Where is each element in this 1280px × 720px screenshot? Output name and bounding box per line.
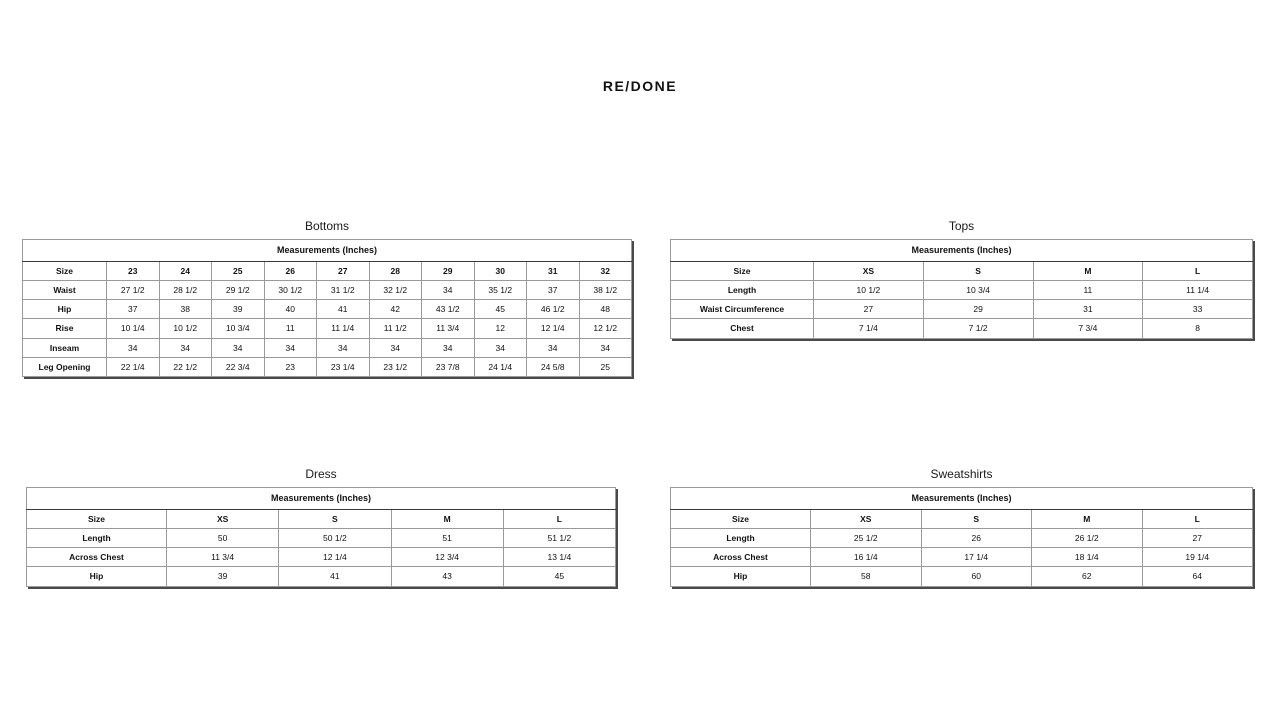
size-table-sweatshirts: [670, 487, 1253, 587]
size-table-dress: [26, 487, 616, 587]
row-label: Waist Circumference: [671, 300, 814, 319]
cell: 50: [167, 528, 279, 547]
table-row: [23, 300, 632, 319]
cell: 34: [422, 280, 475, 299]
cell: 23 1/4: [317, 357, 370, 376]
table-wrapper-dress: [26, 487, 616, 587]
cell: 51: [391, 528, 503, 547]
column-header: 23: [107, 261, 160, 280]
cell: 34: [212, 338, 265, 357]
brand-logo: RE/DONE: [602, 78, 678, 94]
row-label: Across Chest: [27, 548, 167, 567]
cell: 41: [279, 567, 391, 586]
measurements-header-dress: Measurements (Inches): [27, 488, 616, 510]
cell: 60: [921, 567, 1032, 586]
row-label: Rise: [23, 319, 107, 338]
size-table-bottoms: [22, 239, 632, 377]
cell: 43 1/2: [422, 300, 475, 319]
column-header: 26: [264, 261, 317, 280]
column-header: Size: [27, 509, 167, 528]
table-row: [27, 567, 616, 586]
cell: 45: [474, 300, 527, 319]
cell: 31 1/2: [317, 280, 370, 299]
cell: 18 1/4: [1032, 548, 1143, 567]
panel-title-bottoms: Bottoms: [304, 219, 349, 233]
cell: 16 1/4: [811, 548, 922, 567]
table-row: [671, 300, 1253, 319]
cell: 11 3/4: [422, 319, 475, 338]
column-header: 27: [317, 261, 370, 280]
table-row: [23, 357, 632, 376]
column-header: 29: [422, 261, 475, 280]
cell: 34: [107, 338, 160, 357]
size-table-tops: [670, 239, 1253, 339]
cell: 51 1/2: [503, 528, 615, 547]
cell: 62: [1032, 567, 1143, 586]
cell: 10 3/4: [212, 319, 265, 338]
cell: 34: [317, 338, 370, 357]
cell: 25: [579, 357, 632, 376]
cell: 34: [474, 338, 527, 357]
size-panel-sweatshirts: [670, 467, 1253, 587]
cell: 39: [212, 300, 265, 319]
cell: 8: [1143, 319, 1253, 338]
cell: 28 1/2: [159, 280, 212, 299]
column-header: XS: [167, 509, 279, 528]
cell: 40: [264, 300, 317, 319]
row-label: Leg Opening: [23, 357, 107, 376]
cell: 26: [921, 528, 1032, 547]
table-row: [671, 319, 1253, 338]
table-row: [671, 280, 1253, 299]
table-row: [27, 509, 616, 528]
cell: 7 1/2: [923, 319, 1033, 338]
cell: 24 5/8: [527, 357, 580, 376]
column-header: Size: [23, 261, 107, 280]
column-header: S: [921, 509, 1032, 528]
cell: 34: [264, 338, 317, 357]
cell: 27: [814, 300, 924, 319]
measurements-header-bottoms: Measurements (Inches): [23, 240, 632, 262]
row-label: Hip: [27, 567, 167, 586]
row-label: Chest: [671, 319, 814, 338]
cell: 39: [167, 567, 279, 586]
table-row: [23, 319, 632, 338]
column-header: XS: [814, 261, 924, 280]
cell: 10 1/2: [159, 319, 212, 338]
cell: 37: [527, 280, 580, 299]
cell: 42: [369, 300, 422, 319]
cell: 17 1/4: [921, 548, 1032, 567]
cell: 50 1/2: [279, 528, 391, 547]
column-header: 32: [579, 261, 632, 280]
row-label: Hip: [23, 300, 107, 319]
cell: 24 1/4: [474, 357, 527, 376]
table-row: [27, 548, 616, 567]
cell: 37: [107, 300, 160, 319]
table-row: [671, 548, 1253, 567]
column-header: M: [391, 509, 503, 528]
size-panel-dress: [26, 467, 616, 587]
cell: 30 1/2: [264, 280, 317, 299]
panel-title-sweatshirts: Sweatshirts: [930, 467, 993, 481]
cell: 58: [811, 567, 922, 586]
cell: 48: [579, 300, 632, 319]
cell: 10 3/4: [923, 280, 1033, 299]
cell: 31: [1033, 300, 1143, 319]
cell: 26 1/2: [1032, 528, 1143, 547]
table-row: [23, 338, 632, 357]
row-label: Across Chest: [671, 548, 811, 567]
cell: 22 1/2: [159, 357, 212, 376]
cell: 34: [369, 338, 422, 357]
cell: 7 1/4: [814, 319, 924, 338]
table-wrapper-bottoms: [22, 239, 632, 377]
cell: 33: [1143, 300, 1253, 319]
table-wrapper-sweatshirts: [670, 487, 1253, 587]
row-label: Length: [671, 280, 814, 299]
table-row: [671, 261, 1253, 280]
cell: 23 1/2: [369, 357, 422, 376]
cell: 41: [317, 300, 370, 319]
column-header: 31: [527, 261, 580, 280]
cell: 46 1/2: [527, 300, 580, 319]
cell: 32 1/2: [369, 280, 422, 299]
column-header: M: [1032, 509, 1143, 528]
row-label: Length: [671, 528, 811, 547]
table-row: [23, 280, 632, 299]
cell: 34: [579, 338, 632, 357]
row-label: Waist: [23, 280, 107, 299]
column-header: S: [279, 509, 391, 528]
column-header: XS: [811, 509, 922, 528]
cell: 12 1/2: [579, 319, 632, 338]
table-row: [23, 261, 632, 280]
cell: 27: [1142, 528, 1253, 547]
column-header: Size: [671, 261, 814, 280]
cell: 11 1/4: [1143, 280, 1253, 299]
cell: 7 3/4: [1033, 319, 1143, 338]
cell: 19 1/4: [1142, 548, 1253, 567]
table-row: [671, 567, 1253, 586]
cell: 12 3/4: [391, 548, 503, 567]
column-header: L: [1143, 261, 1253, 280]
panel-title-dress: Dress: [305, 467, 337, 481]
cell: 64: [1142, 567, 1253, 586]
cell: 34: [527, 338, 580, 357]
cell: 45: [503, 567, 615, 586]
size-panel-bottoms: [22, 219, 632, 377]
column-header: 25: [212, 261, 265, 280]
cell: 29: [923, 300, 1033, 319]
cell: 11: [264, 319, 317, 338]
cell: 23: [264, 357, 317, 376]
cell: 12 1/4: [527, 319, 580, 338]
column-header: L: [503, 509, 615, 528]
table-row: [671, 528, 1253, 547]
cell: 11 3/4: [167, 548, 279, 567]
cell: 11 1/4: [317, 319, 370, 338]
row-label: Inseam: [23, 338, 107, 357]
cell: 13 1/4: [503, 548, 615, 567]
cell: 38: [159, 300, 212, 319]
column-header: 24: [159, 261, 212, 280]
size-panel-tops: [670, 219, 1253, 339]
cell: 25 1/2: [811, 528, 922, 547]
column-header: M: [1033, 261, 1143, 280]
panel-title-tops: Tops: [948, 219, 975, 233]
table-row: [671, 509, 1253, 528]
cell: 11: [1033, 280, 1143, 299]
cell: 38 1/2: [579, 280, 632, 299]
table-row: [27, 528, 616, 547]
column-header: 30: [474, 261, 527, 280]
column-header: S: [923, 261, 1033, 280]
measurements-header-tops: Measurements (Inches): [671, 240, 1253, 262]
cell: 23 7/8: [422, 357, 475, 376]
cell: 34: [159, 338, 212, 357]
row-label: Hip: [671, 567, 811, 586]
column-header: L: [1142, 509, 1253, 528]
row-label: Length: [27, 528, 167, 547]
cell: 34: [422, 338, 475, 357]
table-wrapper-tops: [670, 239, 1253, 339]
cell: 43: [391, 567, 503, 586]
cell: 35 1/2: [474, 280, 527, 299]
column-header: 28: [369, 261, 422, 280]
cell: 12 1/4: [279, 548, 391, 567]
cell: 22 3/4: [212, 357, 265, 376]
cell: 10 1/2: [814, 280, 924, 299]
cell: 22 1/4: [107, 357, 160, 376]
column-header: Size: [671, 509, 811, 528]
cell: 11 1/2: [369, 319, 422, 338]
measurements-header-sweatshirts: Measurements (Inches): [671, 488, 1253, 510]
cell: 10 1/4: [107, 319, 160, 338]
cell: 29 1/2: [212, 280, 265, 299]
cell: 12: [474, 319, 527, 338]
cell: 27 1/2: [107, 280, 160, 299]
